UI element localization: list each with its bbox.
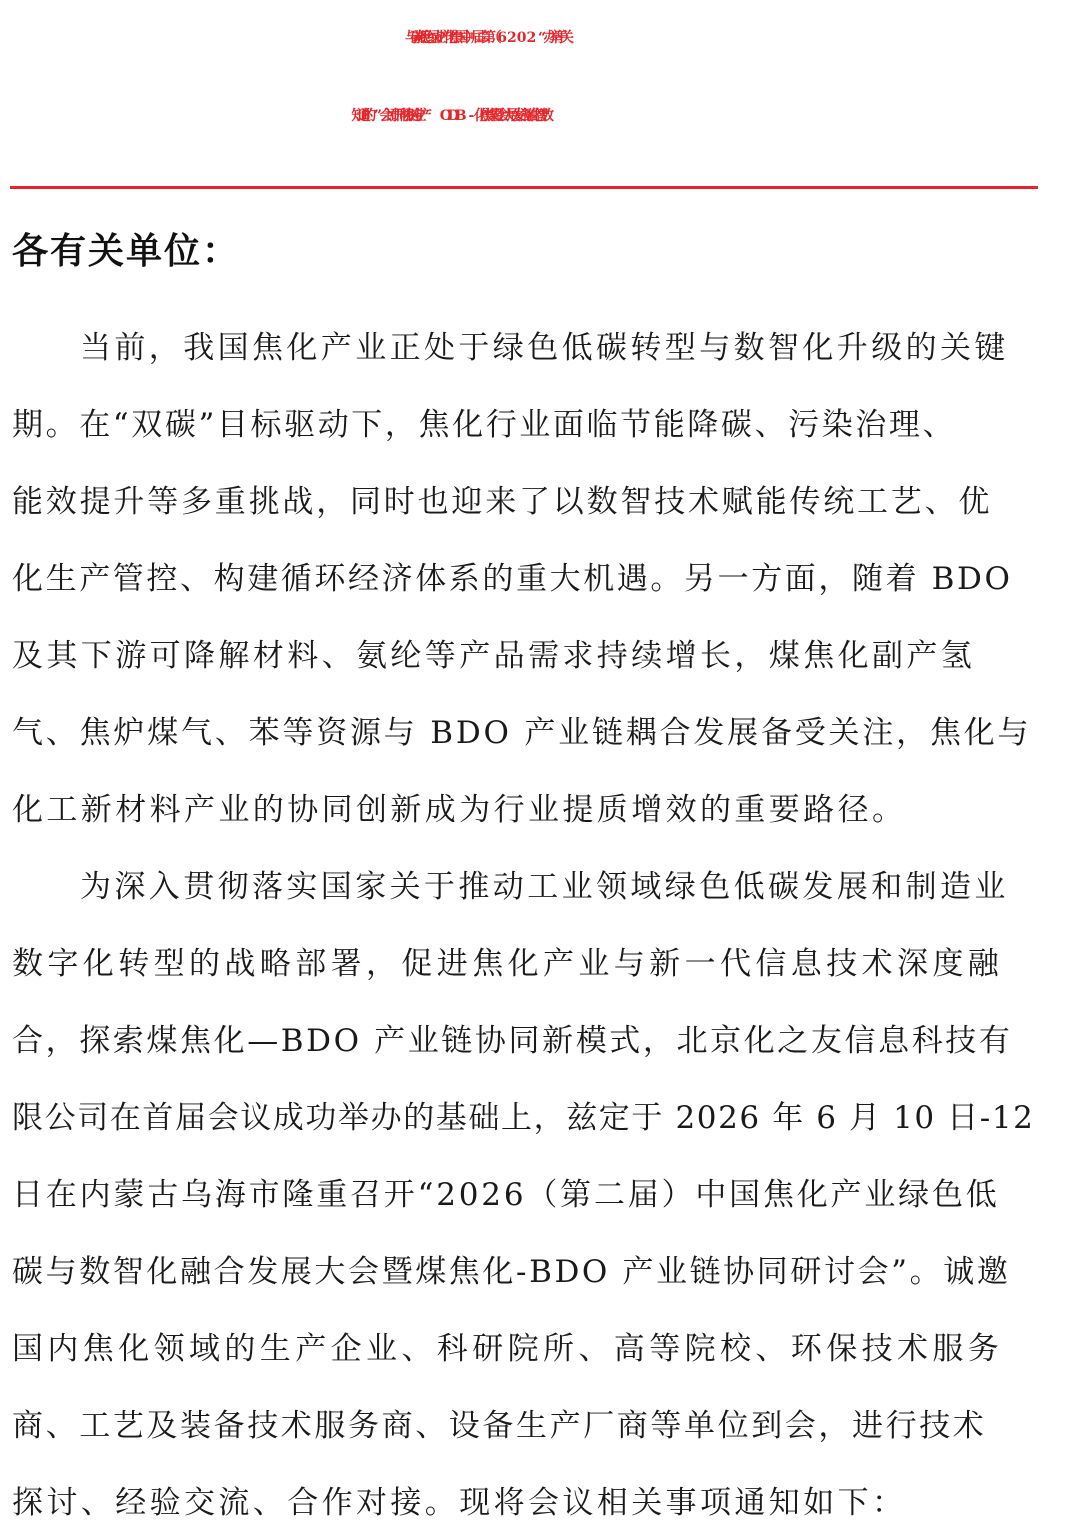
paragraph-line: 及其下游可降解材料、氨纶等产品需求持续增长，煤焦化副产氢 [12,638,976,674]
paragraph-line: 气、焦炉煤气、苯等资源与 BDO 产业链耦合发展备受关注，焦化与 [12,715,1032,751]
paragraph-line: 探讨、经验交流、合作对接。现将会议相关事项通知如下： [12,1485,907,1521]
paragraph-line: 合，探索煤焦化—BDO 产业链协同新模式，北京化之友信息科技有 [12,1023,1013,1059]
notice-title-line-1 [20,18,1080,58]
salutation: 各有关单位： [12,230,241,272]
paragraph-line: 数字化转型的战略部署，促进焦化产业与新一代信息技术深度融 [12,946,1004,982]
paragraph-line: 当前，我国焦化产业正处于绿色低碳转型与数智化升级的关键 [80,330,1009,366]
paragraph-line: 化工新材料产业的协同创新成为行业提质增效的重要路径。 [12,792,907,828]
paragraph-line: 能效提升等多重挑战，同时也迎来了以数智技术赋能传统工艺、优 [12,484,993,520]
paragraph-line: 化生产管控、构建循环经济体系的重大机遇。另一方面，随着 BDO [12,561,1013,597]
paragraph-line: 国内焦化领域的生产企业、科研院所、高等院校、环保技术服务 [12,1331,1004,1367]
paragraph-line: 商、工艺及装备技术服务商、设备生产厂商等单位到会，进行技术 [12,1408,987,1444]
paragraph-line: 期。在“双碳”目标驱动下，焦化行业面临节能降碳、污染治理、 [12,407,957,443]
notice-title-line-2 [0,96,1080,136]
red-divider-rule [10,186,1038,189]
paragraph-line: 碳与数智化融合发展大会暨煤焦化-BDO 产业链协同研讨会”。诚邀 [12,1254,1011,1290]
paragraph-line: 日在内蒙古乌海市隆重召开“2026（第二届）中国焦化产业绿色低 [12,1177,1000,1213]
paragraph-line: 限公司在首届会议成功举办的基础上，兹定于 2026 年 6 月 10 日-12 [12,1100,1035,1136]
paragraph-line: 为深入贯彻落实国家关于推动工业领域绿色低碳发展和制造业 [80,869,1009,905]
